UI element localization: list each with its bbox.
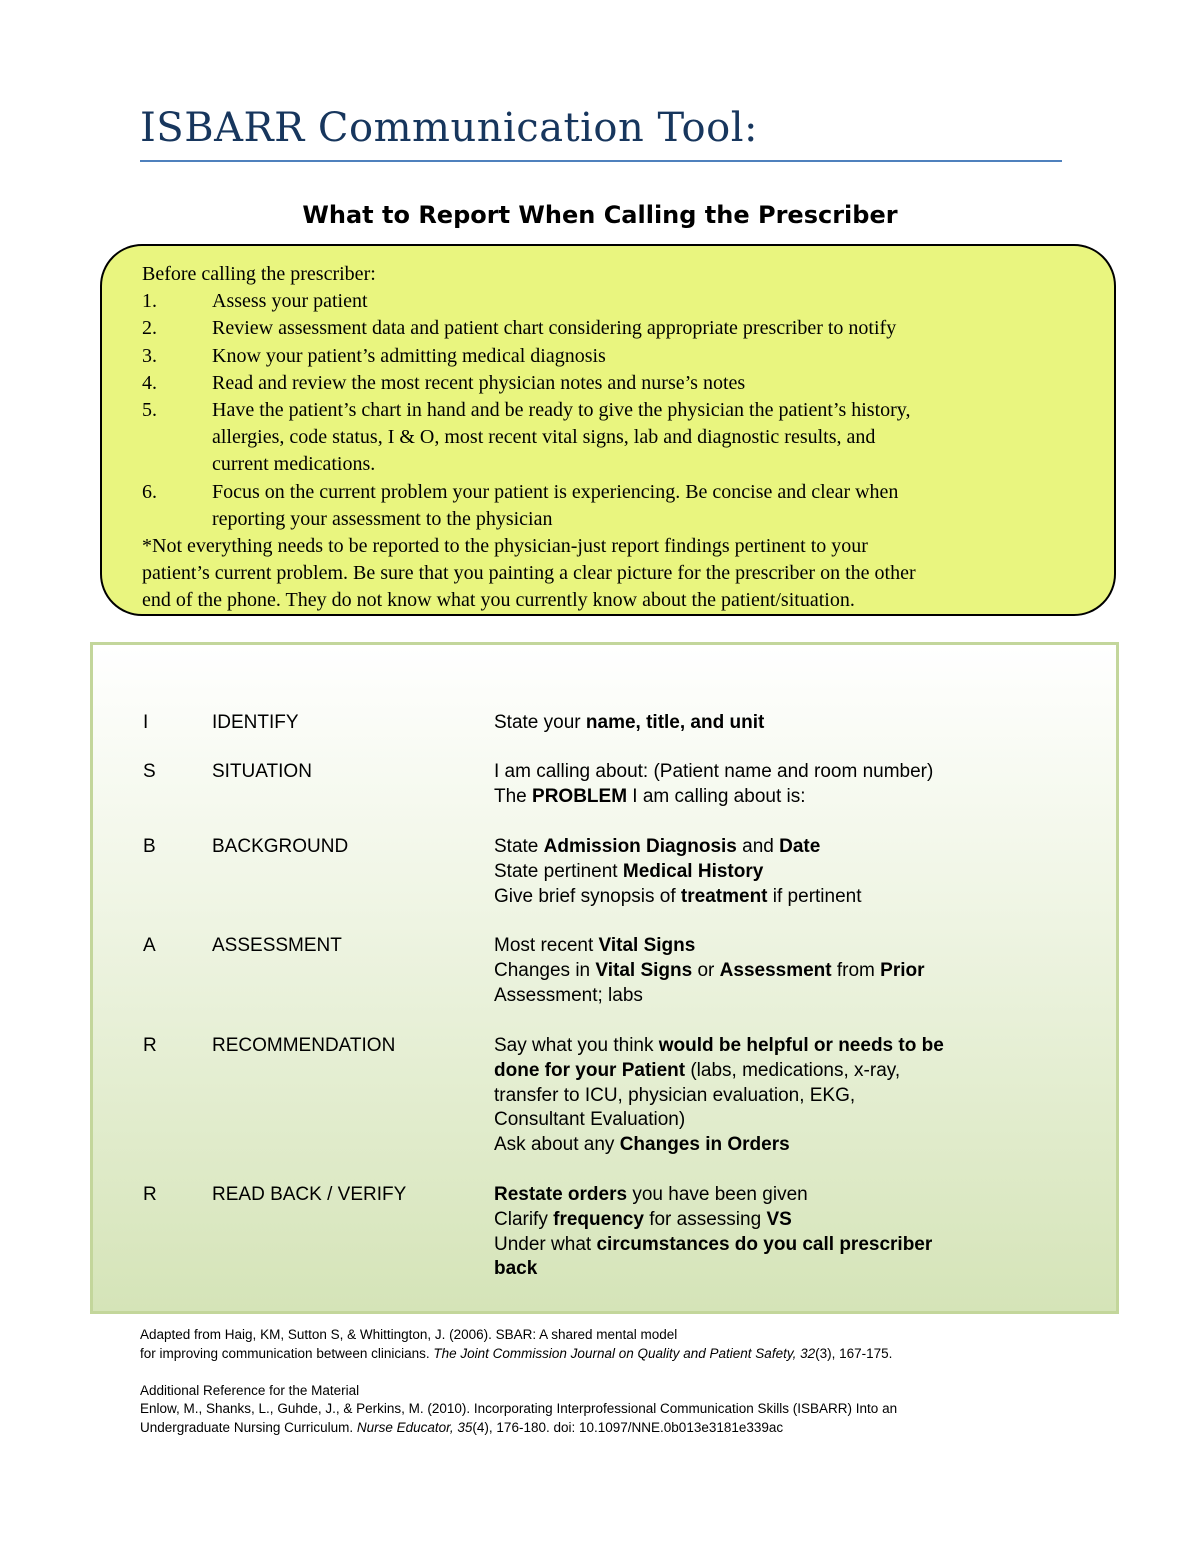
prep-step-text — [212, 370, 1094, 397]
isbarr-text-segment: Prior — [880, 959, 925, 981]
prep-step-text — [212, 479, 1094, 533]
additional-line-1: Enlow, M., Shanks, L., Guhde, J., & Perkins, M. (2010). Incorporating Interprofessional Communication Skills (ISBARR) Into an — [140, 1401, 898, 1416]
isbarr-step-name: BACKGROUND — [212, 836, 349, 857]
prep-step-line: Focus on the current problem your patient is experiencing. Be concise and clear when — [212, 480, 899, 503]
isbarr-text-segment: The — [494, 785, 533, 807]
isbarr-text-segment: Clarify — [494, 1208, 554, 1230]
isbarr-text-segment: and — [736, 836, 780, 857]
prep-step — [142, 397, 1094, 479]
prep-note — [142, 533, 1094, 615]
isbarr-step-name: ASSESSMENT — [212, 935, 342, 956]
isbarr-text-segment: Restate orders — [494, 1184, 628, 1205]
isbarr-text-segment: if pertinent — [767, 885, 862, 907]
isbarr-text-segment: Admission Diagnosis — [543, 836, 737, 857]
isbarr-text-segment: Vital Signs — [598, 935, 696, 956]
prep-steps-list — [142, 288, 1094, 533]
isbarr-letter: R — [143, 1035, 157, 1056]
isbarr-text-segment: you have been given — [627, 1184, 808, 1205]
isbarr-text-segment: Give brief synopsis of — [494, 885, 681, 907]
isbarr-text-segment: for assessing — [643, 1208, 767, 1230]
isbarr-text-segment: (labs, medications, x-ray, — [685, 1059, 901, 1081]
isbarr-letter: I — [143, 712, 149, 733]
reference-spacer — [140, 1363, 1140, 1382]
isbarr-description — [494, 711, 1034, 736]
isbarr-text-segment: I am calling about: (Patient name and room number) — [494, 761, 934, 782]
isbarr-text-segment: from — [831, 959, 881, 981]
isbarr-description-line — [494, 1084, 1034, 1109]
title-divider — [140, 160, 1062, 162]
isbarr-text-segment: done for your Patient — [494, 1059, 686, 1081]
isbarr-text-segment: State — [494, 836, 544, 857]
prep-step-line: reporting your assessment to the physician — [212, 507, 553, 530]
prep-note-line: patient’s current problem. Be sure that you painting a clear picture for the prescriber on the other — [142, 562, 916, 585]
isbarr-text-segment: Most recent — [494, 935, 599, 956]
prep-step-number: 1. — [142, 290, 157, 313]
reference-segment: The Joint Commission Journal on Quality and Patient Safety, 32 — [433, 1345, 816, 1361]
prep-step-number: 2. — [142, 317, 157, 340]
reference-segment: (3), 167-175. — [815, 1345, 893, 1361]
isbarr-description-line — [494, 1233, 1034, 1258]
prep-note-line: *Not everything needs to be reported to the physician-just report findings pertinent to your — [142, 535, 868, 558]
isbarr-step-name: READ BACK / VERIFY — [212, 1184, 407, 1205]
prep-step-line: Assess your patient — [212, 290, 368, 313]
isbarr-text-segment: frequency — [553, 1208, 644, 1230]
isbarr-description-line — [494, 1108, 1034, 1133]
isbarr-text-segment: circumstances do you call prescriber — [596, 1233, 933, 1255]
prep-step-text — [212, 288, 1094, 315]
reference-segment: Undergraduate Nursing Curriculum. — [140, 1419, 357, 1435]
isbarr-description-line — [494, 1257, 1034, 1282]
isbarr-text-segment: name, title, and unit — [585, 712, 765, 733]
isbarr-text-segment: Ask about any — [494, 1134, 620, 1156]
isbarr-description-line — [494, 1183, 1034, 1208]
isbarr-description — [494, 835, 1034, 909]
isbarr-text-segment: Date — [779, 836, 821, 857]
isbarr-description-line — [494, 984, 1034, 1009]
page-subtitle: What to Report When Calling the Prescriber — [302, 201, 898, 229]
prep-step — [142, 370, 1094, 397]
isbarr-text-segment: Under what — [494, 1233, 597, 1255]
reference-segment: for improving communication between clinicians. — [140, 1345, 434, 1361]
isbarr-description-line — [494, 1133, 1034, 1158]
reference-segment: Nurse Educator, 35 — [356, 1419, 473, 1435]
prep-step-number: 3. — [142, 344, 157, 367]
isbarr-description-line — [494, 785, 1034, 810]
isbarr-text-segment: State pertinent — [494, 860, 623, 882]
prep-step-line: Have the patient’s chart in hand and be ready to give the physician the patient’s history, — [212, 399, 911, 422]
isbarr-description-line — [494, 959, 1034, 984]
isbarr-description-line — [494, 711, 1034, 736]
isbarr-description-line — [494, 860, 1034, 885]
isbarr-text-segment: PROBLEM — [532, 785, 628, 807]
prep-step — [142, 479, 1094, 533]
prep-intro: Before calling the prescriber: — [142, 263, 376, 285]
isbarr-step-name: SITUATION — [212, 761, 312, 782]
isbarr-description-line — [494, 1208, 1034, 1233]
adapted-line-2 — [140, 1345, 1140, 1364]
isbarr-panel — [90, 642, 1119, 1314]
isbarr-text-segment: would be helpful or needs to be — [658, 1035, 944, 1056]
isbarr-text-segment: or — [692, 959, 720, 981]
prep-step — [142, 288, 1094, 315]
isbarr-text-segment: Changes in — [494, 959, 596, 981]
isbarr-description-line — [494, 885, 1034, 910]
prep-step-text — [212, 343, 1094, 370]
prep-step-number: 5. — [142, 399, 157, 422]
isbarr-letter: R — [143, 1184, 157, 1205]
isbarr-description-line — [494, 760, 1034, 785]
prep-step-line: Know your patient’s admitting medical diagnosis — [212, 344, 606, 367]
isbarr-text-segment: transfer to ICU, physician evaluation, EKG, — [494, 1084, 856, 1106]
isbarr-text-segment: VS — [766, 1208, 792, 1230]
isbarr-letter: B — [143, 836, 156, 857]
isbarr-text-segment: Say what you think — [494, 1035, 659, 1056]
isbarr-description — [494, 1034, 1034, 1158]
isbarr-description-line — [494, 835, 1034, 860]
isbarr-letter: A — [143, 935, 156, 956]
additional-line-2 — [140, 1419, 1140, 1438]
isbarr-text-segment: Medical History — [622, 860, 764, 882]
isbarr-description-line — [494, 1034, 1034, 1059]
before-calling-box — [100, 244, 1116, 616]
prep-note-line: end of the phone. They do not know what you currently know about the patient/situation. — [142, 589, 855, 612]
isbarr-description — [494, 1183, 1034, 1282]
prep-step-line: allergies, code status, I & O, most recent vital signs, lab and diagnostic results, and — [212, 426, 876, 449]
isbarr-text-segment: Changes in Orders — [619, 1134, 790, 1156]
page-title: ISBARR Communication Tool: — [140, 105, 758, 151]
isbarr-text-segment: Vital Signs — [595, 959, 693, 981]
isbarr-step-name: IDENTIFY — [212, 712, 299, 733]
isbarr-text-segment: I am calling about is: — [627, 785, 806, 807]
prep-step-number: 6. — [142, 480, 157, 503]
prep-step — [142, 343, 1094, 370]
adapted-line-1: Adapted from Haig, KM, Sutton S, & Whittington, J. (2006). SBAR: A shared mental model — [140, 1327, 678, 1342]
isbarr-text-segment: Consultant Evaluation) — [494, 1109, 686, 1131]
prep-step-line: Review assessment data and patient chart considering appropriate prescriber to notify — [212, 317, 897, 340]
isbarr-text-segment: treatment — [680, 885, 768, 907]
prep-step-line: Read and review the most recent physician notes and nurse’s notes — [212, 371, 746, 394]
reference-segment: (4), 176-180. doi: 10.1097/NNE.0b013e3181e339ac — [472, 1419, 784, 1435]
isbarr-text-segment: Assessment; labs — [494, 984, 643, 1006]
isbarr-text-segment: Assessment — [719, 959, 832, 981]
isbarr-description — [494, 934, 1034, 1008]
isbarr-text-segment: State your — [494, 712, 586, 733]
isbarr-text-segment: back — [494, 1258, 538, 1280]
isbarr-description-line — [494, 1059, 1034, 1084]
prep-step-line: current medications. — [212, 453, 376, 476]
prep-step-text — [212, 315, 1094, 342]
isbarr-letter: S — [143, 761, 156, 782]
isbarr-description-line — [494, 934, 1034, 959]
isbarr-description — [494, 760, 1034, 810]
prep-step — [142, 315, 1094, 342]
references — [140, 1326, 1140, 1437]
isbarr-step-name: RECOMMENDATION — [212, 1035, 396, 1056]
additional-heading: Additional Reference for the Material — [140, 1382, 360, 1398]
prep-step-text — [212, 397, 1094, 479]
prep-step-number: 4. — [142, 371, 157, 394]
